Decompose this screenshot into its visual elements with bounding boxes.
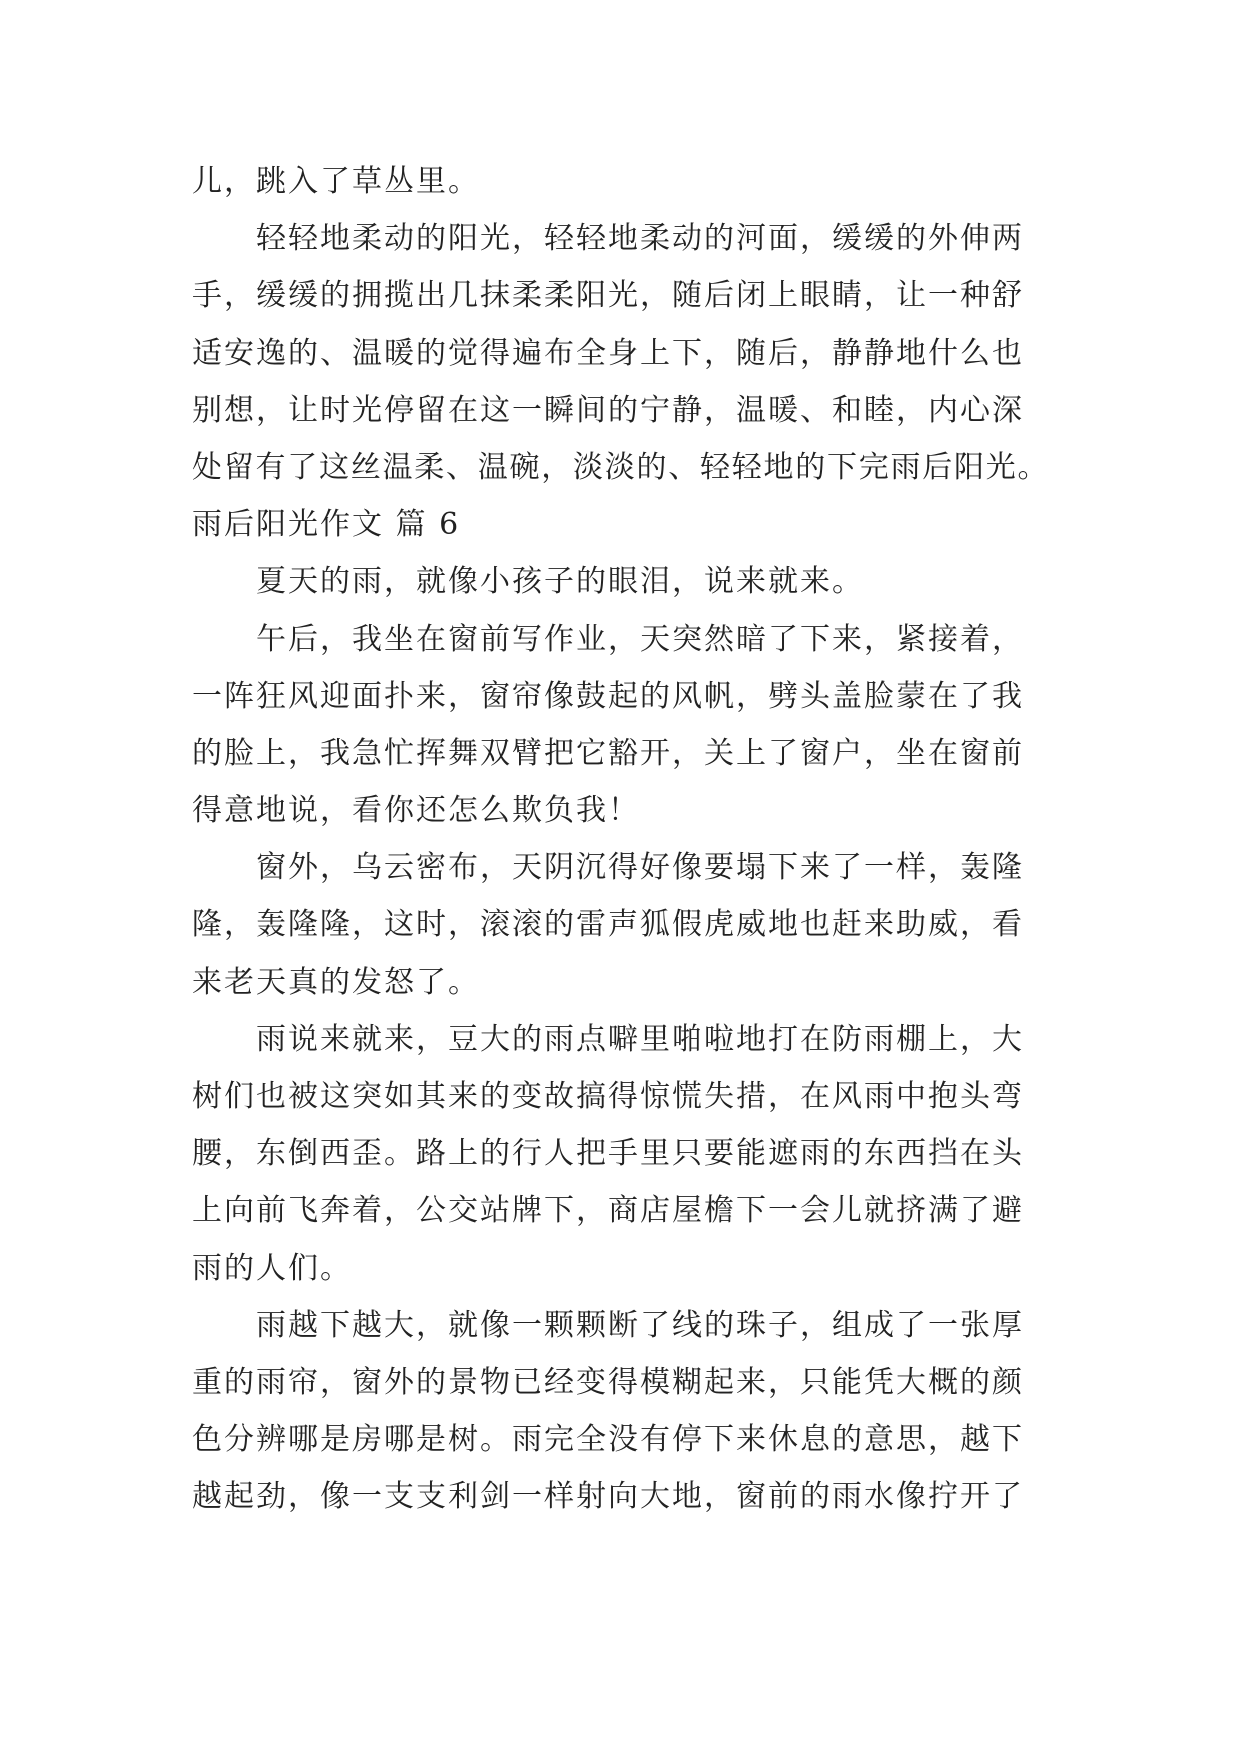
text-line: 树们也被这突如其来的变故搞得惊慌失措，在风雨中抱头弯 (192, 1079, 1024, 1114)
text-line: 雨的人们。 (192, 1250, 352, 1286)
text-line: 色分辨哪是房哪是树。雨完全没有停下来休息的意思，越下 (192, 1422, 1024, 1458)
text-line: 越起劲，像一支支利剑一样射向大地，窗前的雨水像拧开了 (192, 1479, 1024, 1515)
text-line: 雨越下越大，就像一颗颗断了线的珠子，组成了一张厚 (256, 1307, 1024, 1343)
text-line: 午后，我坐在窗前写作业，天突然暗了下来，紧接着， (256, 621, 1024, 657)
text-line: 处留有了这丝温柔、温碗，淡淡的、轻轻地的下完雨后阳光。 (192, 449, 1050, 485)
text-line: 窗外，乌云密布，天阴沉得好像要塌下来了一样，轰隆 (256, 850, 1024, 886)
text-line: 别想，让时光停留在这一瞬间的宁静，温暖、和睦，内心深 (192, 392, 1024, 428)
text-line: 适安逸的、温暖的觉得遍布全身上下，随后，静静地什么也 (192, 335, 1024, 371)
text-line: 一阵狂风迎面扑来，窗帘像鼓起的风帆，劈头盖脸蒙在了我 (192, 678, 1024, 714)
text-line: 得意地说，看你还怎么欺负我！ (192, 793, 640, 829)
text-line: 来老天真的发怒了。 (192, 964, 480, 1000)
text-line: 重的雨帘，窗外的景物已经变得模糊起来，只能凭大概的颜 (192, 1364, 1024, 1400)
section-heading: 雨后阳光作文 篇 6 (192, 507, 461, 543)
document-body (192, 153, 1052, 1526)
text-line: 腰，东倒西歪。路上的行人把手里只要能遮雨的东西挡在头 (192, 1136, 1024, 1172)
text-line: 夏天的雨，就像小孩子的眼泪，说来就来。 (256, 564, 864, 600)
text-line: 雨说来就来，豆大的雨点噼里啪啦地打在防雨棚上，大 (256, 1021, 1024, 1057)
text-line: 手，缓缓的拥揽出几抹柔柔阳光，随后闭上眼睛，让一种舒 (192, 278, 1024, 314)
text-line: 隆，轰隆隆，这时，滚滚的雷声狐假虎威地也赶来助威，看 (192, 907, 1024, 943)
text-line: 的脸上，我急忙挥舞双臂把它豁开，关上了窗户，坐在窗前 (192, 735, 1024, 771)
text-line: 上向前飞奔着，公交站牌下，商店屋檐下一会儿就挤满了避 (192, 1193, 1024, 1229)
text-line: 儿，跳入了草丛里。 (192, 164, 480, 199)
text-line: 轻轻地柔动的阳光，轻轻地柔动的河面，缓缓的外伸两 (256, 221, 1024, 257)
